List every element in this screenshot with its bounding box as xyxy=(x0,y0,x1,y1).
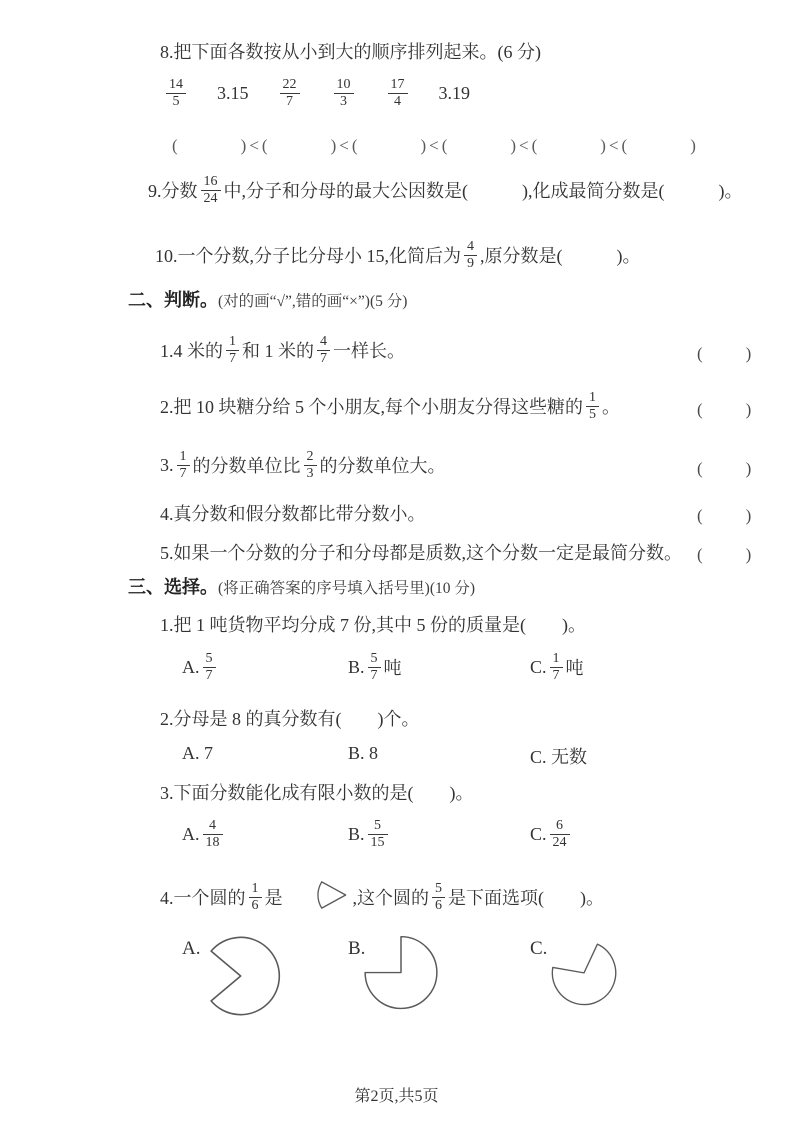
option-label: B. xyxy=(348,823,365,844)
fraction: 2 3 xyxy=(304,449,317,481)
fraction: 1 7 xyxy=(177,449,190,481)
option-b xyxy=(348,812,391,856)
question-text: ,这个圆的 xyxy=(352,888,429,908)
fraction: 1 7 xyxy=(226,334,239,366)
question-text: 3. xyxy=(160,454,174,475)
q8-answer-blank-line: ( )<( )<( )<( )<( )<( ) xyxy=(172,136,699,155)
choice-question-3: 3.下面分数能化成有限小数的是( )。 xyxy=(160,783,474,803)
fraction: 14 5 xyxy=(166,77,186,109)
question-text: 是下面选项( )。 xyxy=(448,888,604,908)
question-text: 的分数单位比 xyxy=(192,456,301,476)
option-unit: 吨 xyxy=(383,658,402,678)
option-c xyxy=(530,812,573,856)
question-text: 。 xyxy=(602,397,620,417)
answer-parens: ( ) xyxy=(697,459,755,478)
page-number: 第2页,共5页 xyxy=(354,1088,439,1105)
fraction: 10 3 xyxy=(334,77,354,109)
circle-missing-wedge-left-icon xyxy=(197,934,281,1018)
option-label: C. xyxy=(530,823,547,844)
answer-parens: ( ) xyxy=(697,344,755,363)
q8-number-list xyxy=(163,71,470,115)
option-a xyxy=(182,812,226,856)
option-label: B. xyxy=(348,656,365,677)
section-heading-title: 三、选择。 xyxy=(128,577,218,597)
question-text: 9.分数 xyxy=(148,181,198,201)
number-value: 3.15 xyxy=(217,82,249,103)
judge-item-4: 4.真分数和假分数都比带分数小。 xyxy=(160,504,426,524)
answer-parens: ( ) xyxy=(697,545,755,564)
fraction: 17 4 xyxy=(388,77,408,109)
judge-item-3 xyxy=(160,443,446,487)
circle-missing-wedge-top-icon xyxy=(547,934,621,1006)
question-text: 和 1 米的 xyxy=(242,341,314,361)
fraction: 5 7 xyxy=(368,651,381,683)
question-8-title: 8.把下面各数按从小到大的顺序排列起来。(6 分) xyxy=(160,42,541,62)
circle-missing-quarter-top-left-icon xyxy=(362,932,440,1010)
fraction: 4 7 xyxy=(317,334,330,366)
fraction: 5 7 xyxy=(203,651,216,683)
question-text: 1.4 米的 xyxy=(160,341,223,361)
question-text: 4.一个圆的 xyxy=(160,888,246,908)
choice-question-1: 1.把 1 吨货物平均分成 7 份,其中 5 份的质量是( )。 xyxy=(160,615,586,635)
question-text: 是 xyxy=(264,888,283,908)
option-b xyxy=(348,645,402,689)
fraction: 5 6 xyxy=(432,881,445,913)
number-value: 3.19 xyxy=(438,82,470,103)
section-heading-note: (将正确答案的序号填入括号里)(10 分) xyxy=(218,580,476,597)
question-text: 中,分子和分母的最大公因数是( ),化成最简分数是( )。 xyxy=(223,181,743,201)
answer-parens: ( ) xyxy=(697,506,755,525)
judge-item-5: 5.如果一个分数的分子和分母都是质数,这个分数一定是最简分数。 xyxy=(160,543,682,563)
option-label: A. xyxy=(182,823,200,844)
fraction: 22 7 xyxy=(280,77,300,109)
question-text: 的分数单位大。 xyxy=(319,456,446,476)
section-heading-title: 二、判断。 xyxy=(128,290,218,310)
fraction: 4 18 xyxy=(203,818,223,850)
choice-question-2: 2.分母是 8 的真分数有( )个。 xyxy=(160,709,420,729)
shape-option-a-label: A. xyxy=(182,938,201,959)
shape-option-c-label: C. xyxy=(530,938,548,959)
option-a: A. 7 xyxy=(182,743,213,763)
choice-question-4 xyxy=(160,873,604,921)
fraction: 6 24 xyxy=(550,818,570,850)
question-9 xyxy=(148,168,742,212)
judge-item-1 xyxy=(160,328,405,372)
fraction: 4 9 xyxy=(464,239,477,271)
option-c xyxy=(530,645,584,689)
question-text: 2.把 10 块糖分给 5 个小朋友,每个小朋友分得这些糖的 xyxy=(160,397,583,417)
answer-parens: ( ) xyxy=(697,400,755,419)
fraction: 1 6 xyxy=(249,881,262,913)
option-a xyxy=(182,645,219,689)
judge-item-2 xyxy=(160,384,620,428)
option-label: A. xyxy=(182,656,200,677)
option-unit: 吨 xyxy=(565,658,584,678)
question-10 xyxy=(155,233,641,277)
question-text: ,原分数是( )。 xyxy=(480,246,641,266)
pie-sector-one-sixth-icon xyxy=(287,855,348,940)
fraction: 1 5 xyxy=(586,390,599,422)
fraction: 5 15 xyxy=(368,818,388,850)
section-2-heading xyxy=(128,286,407,312)
section-3-heading xyxy=(128,573,475,599)
question-text: 一样长。 xyxy=(333,341,405,361)
section-heading-note: (对的画“√”,错的画“×”)(5 分) xyxy=(218,293,408,310)
shape-option-b-label: B. xyxy=(348,938,366,959)
option-c: C. 无数 xyxy=(530,747,588,767)
fraction: 16 24 xyxy=(201,174,221,206)
fraction: 1 7 xyxy=(550,651,563,683)
option-label: C. xyxy=(530,656,547,677)
option-b: B. 8 xyxy=(348,743,379,763)
question-text: 10.一个分数,分子比分母小 15,化简后为 xyxy=(155,246,461,266)
